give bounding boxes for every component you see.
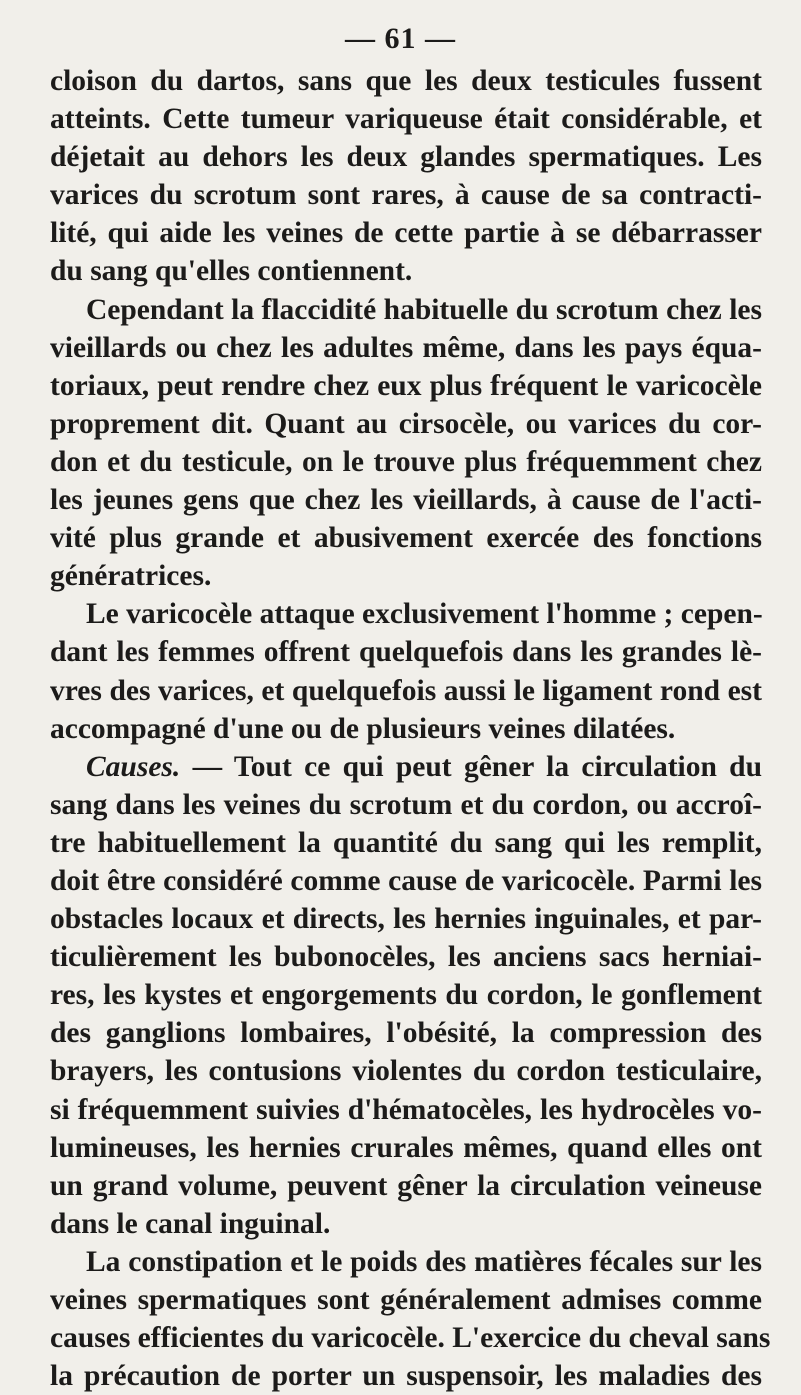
text-line: causes efficientes du varicocèle. L'exercice du cheval sans xyxy=(50,1322,771,1355)
text-line: vieillards ou chez les adultes même, dans les pays équa- xyxy=(50,331,762,364)
text-line: don et du testicule, on le trouve plus fréquemment chez xyxy=(50,445,762,478)
text-line: tre habituellement la quantité du sang qui les remplit, xyxy=(50,826,762,859)
text-line: génératrices. xyxy=(50,560,212,593)
text-line: res, les kystes et engorgements du cordon, le gonflement xyxy=(50,979,762,1012)
text-line: des ganglions lombaires, l'obésité, la compression des xyxy=(50,1017,762,1050)
text-line: atteints. Cette tumeur variqueuse était considérable, et xyxy=(50,103,762,136)
text-line: vité plus grande et abusivement exercée des fonctions xyxy=(50,522,762,555)
paragraph-start-line: Cependant la flaccidité habituelle du scrotum chez les xyxy=(86,293,762,326)
text-line: sang dans les veines du scrotum et du cordon, ou accroî- xyxy=(50,788,762,821)
text-line: ticulièrement les bubonocèles, les anciens sacs herniai- xyxy=(50,941,762,974)
text-line: un grand volume, peuvent gêner la circulation veineuse xyxy=(50,1169,762,1202)
text-line: varices du scrotum sont rares, à cause de sa contracti- xyxy=(50,179,762,212)
text-line: vres des varices, et quelquefois aussi le ligament rond est xyxy=(50,674,762,707)
text-line: obstacles locaux et directs, les hernies inguinales, et par- xyxy=(50,903,762,936)
paragraph-start-line: La constipation et le poids des matières fécales sur les xyxy=(86,1245,762,1278)
text-line: doit être considéré comme cause de varicocèle. Parmi les xyxy=(50,864,762,897)
section-heading-text: — Tout ce qui peut gêner la circulation du xyxy=(180,750,762,783)
text-line: lumineuses, les hernies crurales mêmes, quand elles ont xyxy=(50,1131,762,1164)
page-number: — 61 — xyxy=(345,22,456,55)
text-line: veines spermatiques sont généralement admises comme xyxy=(50,1284,762,1316)
text-line: proprement dit. Quant au cirsocèle, ou varices du cor- xyxy=(50,407,762,440)
body-text xyxy=(50,62,771,1395)
text-line: la précaution de porter un suspensoir, les maladies des xyxy=(50,1360,762,1393)
text-line: accompagné d'une ou de plusieurs veines dilatées. xyxy=(50,712,676,745)
text-line: déjetait au dehors les deux glandes spermatiques. Les xyxy=(50,141,762,174)
text-line: toriaux, peut rendre chez eux plus fréquent le varicocèle xyxy=(50,369,762,402)
text-line: si fréquemment suivies d'hématocèles, les hydrocèles vo- xyxy=(50,1093,762,1126)
section-heading-line xyxy=(50,748,762,786)
text-line: dans le canal inguinal. xyxy=(50,1207,331,1240)
section-heading-causes: Causes. xyxy=(86,750,181,783)
text-line: lité, qui aide les veines de cette partie à se débarrasser xyxy=(50,217,762,250)
text-line: cloison du dartos, sans que les deux testicules fussent xyxy=(50,65,762,97)
text-line: brayers, les contusions violentes du cordon testiculaire, xyxy=(50,1055,762,1088)
text-line: du sang qu'elles contiennent. xyxy=(50,255,413,288)
text-line: dant les femmes offrent quelquefois dans les grandes lè- xyxy=(50,636,762,669)
text-line: les jeunes gens que chez les vieillards, à cause de l'acti- xyxy=(50,484,762,517)
paragraph-start-line: Le varicocèle attaque exclusivement l'homme ; cepen- xyxy=(86,598,763,631)
